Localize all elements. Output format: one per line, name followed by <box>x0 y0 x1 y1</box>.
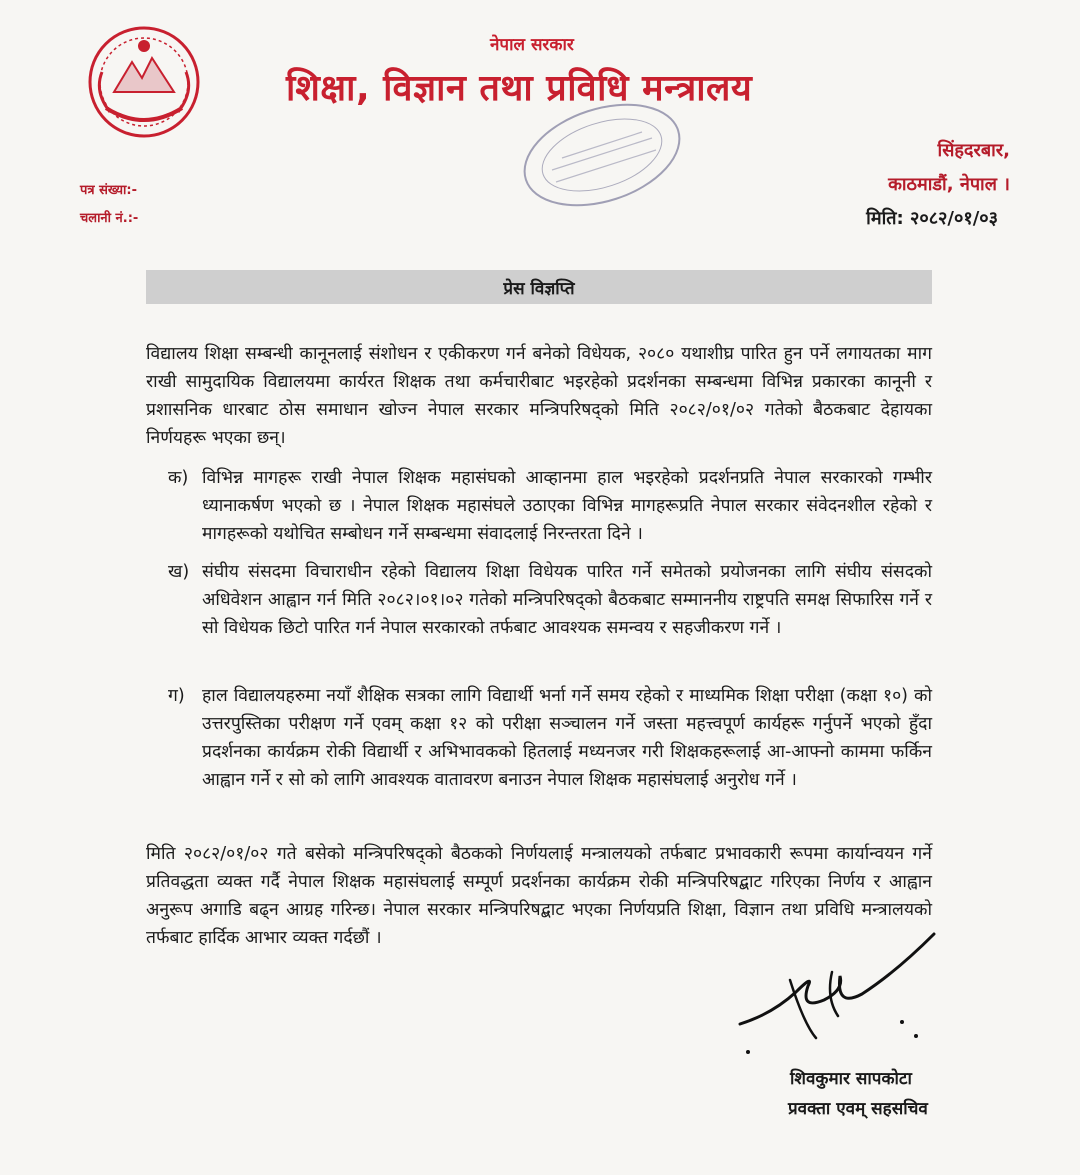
title-bar <box>146 270 932 304</box>
list-item-text: संघीय संसदमा विचाराधीन रहेको विद्यालय शिक्षा विधेयक पारित गर्ने समेतको प्रयोजनका लागि संघीय संसदको अधिवेशन आह्वान गर्न मिति २०८२।०१।०२ गतेको मन्त्रिपरिषद्को बैठकबाट सम्माननीय राष्ट्रपति समक्ष सिफारिस गर्ने र सो विधेयक छिटो पारित गर्न नेपाल सरकारको तर्फबाट आवश्यक समन्वय र सहजीकरण गर्ने । <box>202 562 932 638</box>
nepal-emblem-icon <box>84 22 204 142</box>
list-item <box>168 558 932 642</box>
closing-paragraph: मिति २०८२/०१/०२ गते बसेको मन्त्रिपरिषद्को बैठकको निर्णयलाई मन्त्रालयको तर्फबाट प्रभावकारी रूपमा कार्यान्वयन गर्ने प्रतिवद्धता व्यक्त गर्दै नेपाल शिक्षक महासंघलाई सम्पूर्ण प्रदर्शनका कार्यक्रम रोकी मन्त्रिपरिषद्बाट गरिएका निर्णय र आह्वान अनुरूप अगाडि बढ्न आग्रह गरिन्छ। नेपाल सरकार मन्त्रिपरिषद्बाट भएका निर्णयप्रति शिक्षा, विज्ञान तथा प्रविधि मन्त्रालयको तर्फबाट हार्दिक आभार व्यक्त गर्दछौं । <box>146 844 932 948</box>
document-date: मिति: २०८२/०१/०३ <box>866 208 998 229</box>
list-item-text: विभिन्न मागहरू राखी नेपाल शिक्षक महासंघको आव्हानमा हाल भइरहेको प्रदर्शनप्रति नेपाल सरकारको गम्भीर ध्यानाकर्षण भएको छ । नेपाल शिक्षक महासंघले उठाएका विभिन्न मागहरूप्रति नेपाल सरकार संवेदनशील रहेको र मागहरूको यथोचित सम्बोधन गर्ने सम्बन्धमा संवादलाई निरन्तरता दिने । <box>202 468 932 544</box>
list-item-marker: ग) <box>168 686 185 706</box>
intro-paragraph: विद्यालय शिक्षा सम्बन्धी कानूनलाई संशोधन र एकीकरण गर्न बनेको विधेयक, २०८० यथाशीघ्र पारित हुन पर्ने लगायतका माग राखी सामुदायिक विद्यालयमा कार्यरत शिक्षक तथा कर्मचारीबाट भइरहेको प्रदर्शनका सम्बन्धमा विभिन्न प्रकारका कानूनी र प्रशासनिक धारबाट ठोस समाधान खोज्न नेपाल सरकार मन्त्रिपरिषद्को मिति २०८२/०१/०२ गतेको बैठकबाट देहायका निर्णयहरू भएका छन्। <box>146 344 932 448</box>
address-line-2: काठमाडौं, नेपाल । <box>888 174 1010 195</box>
signatory-name: शिवकुमार सापकोटा <box>790 1069 912 1089</box>
list-item <box>168 464 932 548</box>
list-item <box>168 682 932 794</box>
signatory-designation: प्रवक्ता एवम् सहसचिव <box>788 1099 928 1119</box>
document-title: प्रेस विज्ञप्ति <box>503 278 575 299</box>
signature-mark <box>720 920 960 1070</box>
list-item-marker: ख) <box>168 562 190 582</box>
list-item-marker: क) <box>168 468 189 488</box>
letter-number-label: पत्र संख्या:- <box>80 183 137 198</box>
ministry-name: शिक्षा, विज्ञान तथा प्रविधि मन्त्रालय <box>286 68 753 109</box>
office-stamp-icon <box>512 100 692 210</box>
government-label: नेपाल सरकार <box>490 35 574 55</box>
dispatch-number-label: चलानी नं.:- <box>80 211 139 226</box>
address-line-1: सिंहदरबार, <box>937 140 1010 161</box>
list-item-text: हाल विद्यालयहरुमा नयाँ शैक्षिक सत्रका लागि विद्यार्थी भर्ना गर्ने समय रहेको र माध्यमिक शिक्षा परीक्षा (कक्षा १०) को उत्तरपुस्तिका परीक्षण गर्ने एवम् कक्षा १२ को परीक्षा सञ्चालन गर्ने जस्ता महत्त्वपूर्ण कार्यहरू गर्नुपर्ने भएको हुँदा प्रदर्शनका कार्यक्रम रोकी विद्यार्थी र अभिभावकको हितलाई मध्यनजर गरी शिक्षकहरूलाई आ-आफ्नो काममा फर्किन आह्वान गर्ने र सो को लागि आवश्यक वातावरण बनाउन नेपाल शिक्षक महासंघलाई अनुरोध गर्ने । <box>202 686 932 790</box>
